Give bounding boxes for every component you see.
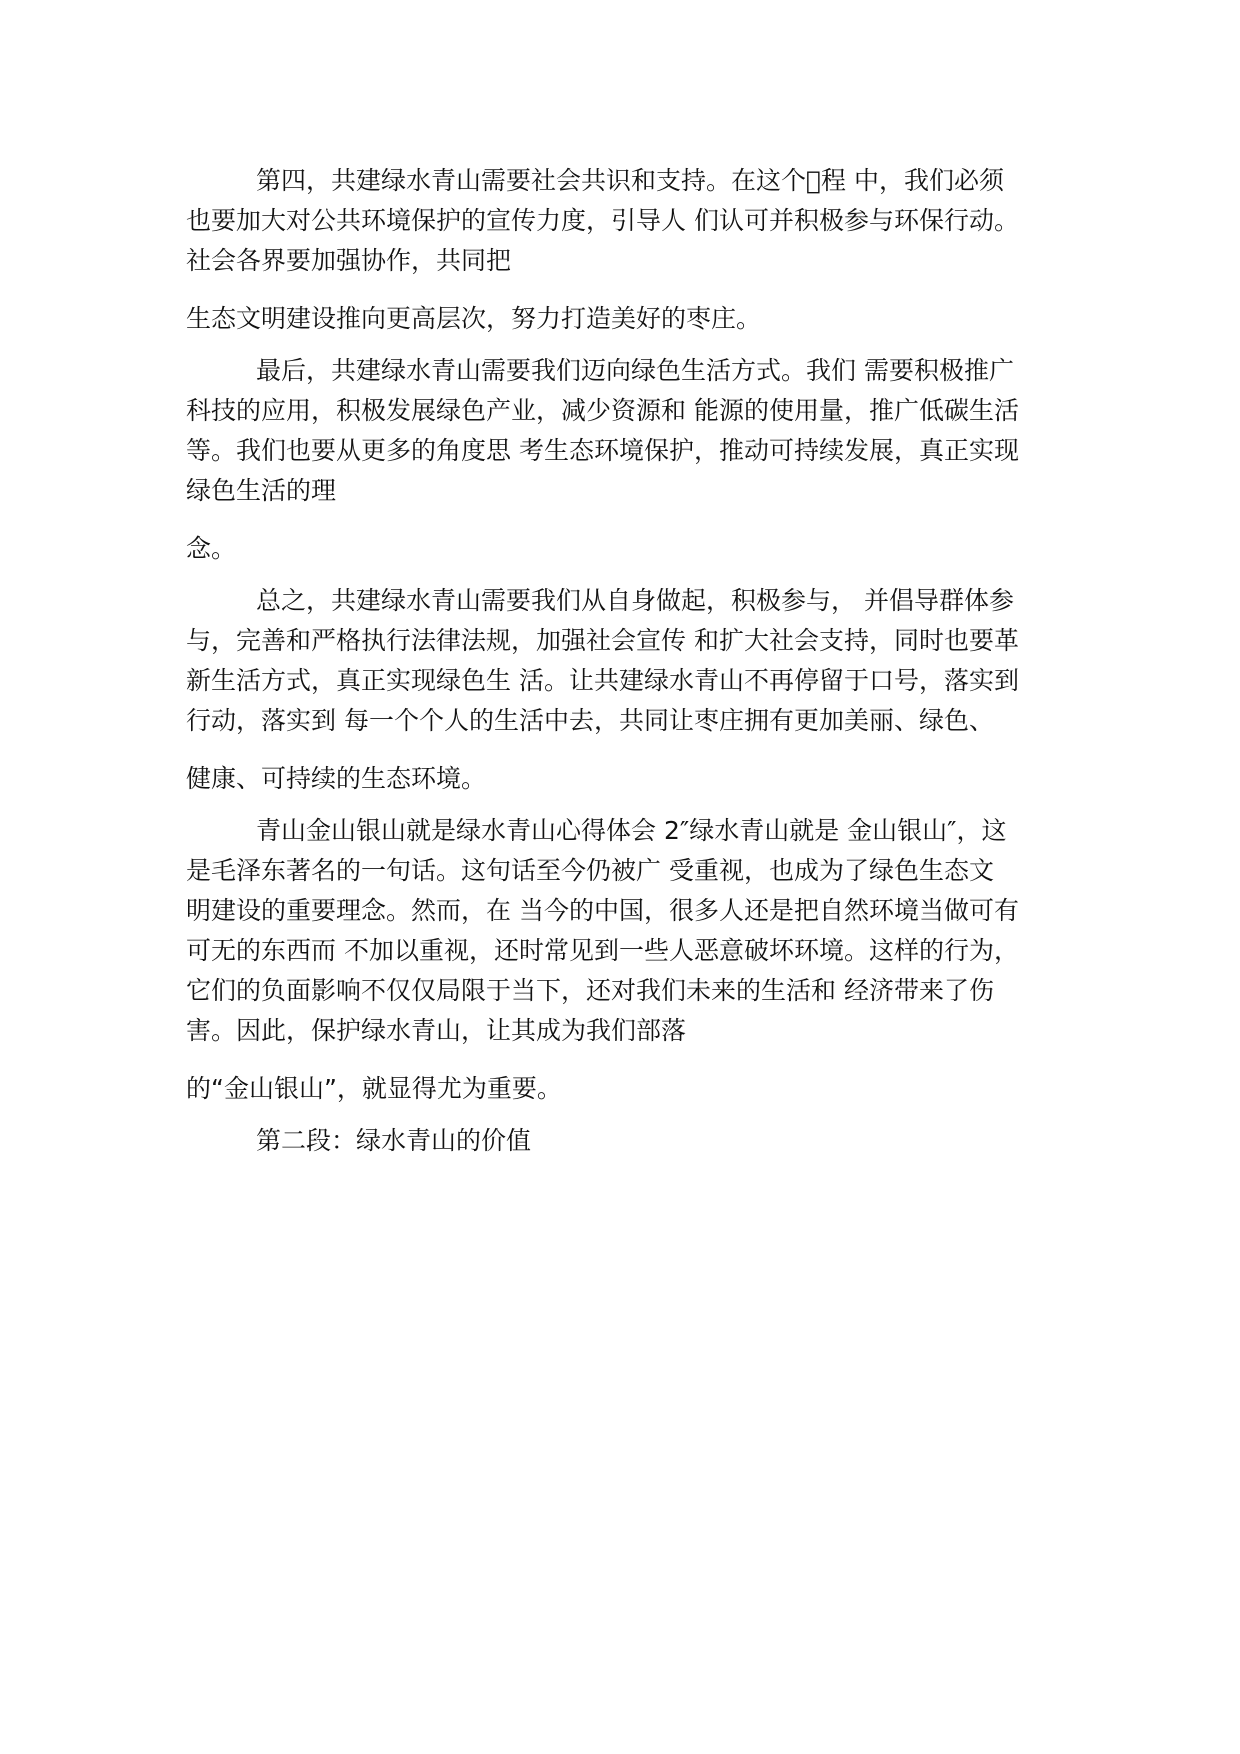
paragraph-2-line-3: 等。我们也要从更多的角度思 考生态环境保护，推动可持续发展，真正实现 (186, 436, 1019, 465)
paragraph-2-line-2: 科技的应用，积极发展绿色产业，减少资源和 能源的使用量，推广低碳生活 (186, 396, 1019, 425)
paragraph-1-line-3: 社会各界要加强协作，共同把 (186, 246, 512, 275)
paragraph-4-line-5: 它们的负面影响不仅仅局限于当下，还对我们未来的生活和 经济带来了伤 (186, 976, 994, 1005)
paragraph-2-line-1: 最后，共建绿水青山需要我们迈向绿色生活方式。我们 需要积极推广 (256, 356, 1014, 385)
paragraph-3-line-2: 与，完善和严格执行法律法规，加强社会宣传 和扩大社会支持，同时也要革 (186, 626, 1019, 655)
paragraph-1-line-1: 第四，共建绿水青山需要社会共识和支持。在这个 程 中，我们必须 (256, 166, 1004, 195)
paragraph-2-line-5: 念。 (186, 534, 237, 563)
paragraph-3-line-4: 行动，落实到 每一个个人的生活中去，共同让枣庄拥有更加美丽、绿色、 (186, 706, 994, 735)
paragraph-3-line-3: 新生活方式，真正实现绿色生 活。让共建绿水青山不再停留于口号，落实到 (186, 666, 1019, 695)
section-heading: 第二段：绿水青山的价值 (256, 1126, 532, 1155)
paragraph-4-line-2: 是毛泽东著名的一句话。这句话至今仍被广 受重视，也成为了绿色生态文 (186, 856, 994, 885)
paragraph-2-line-4: 绿色生活的理 (186, 476, 337, 505)
paragraph-4-line-1: 青山金山银山就是绿水青山心得体会 2″绿水青山就是 金山银山″，这 (256, 816, 1007, 845)
paragraph-3-line-1: 总之，共建绿水青山需要我们从自身做起，积极参与， 并倡导群体参 (256, 586, 1014, 615)
paragraph-4-line-7: 的“金山银山”，就显得尤为重要。 (186, 1074, 562, 1103)
paragraph-1-line-4: 生态文明建设推向更高层次，努力打造美好的枣庄。 (186, 304, 762, 333)
paragraph-3-line-5: 健康、可持续的生态环境。 (186, 764, 487, 793)
paragraph-1-line-2: 也要加大对公共环境保护的宣传力度，引导人 们认可并积极参与环保行动。 (186, 206, 1019, 235)
paragraph-4-line-3: 明建设的重要理念。然而，在 当今的中国，很多人还是把自然环境当做可有 (186, 896, 1019, 925)
paragraph-4-line-4: 可无的东西而 不加以重视，还时常见到一些人恶意破坏环境。这样的行为， (186, 936, 1019, 965)
paragraph-4-line-6: 害。因此，保护绿水青山，让其成为我们部落 (186, 1016, 687, 1045)
